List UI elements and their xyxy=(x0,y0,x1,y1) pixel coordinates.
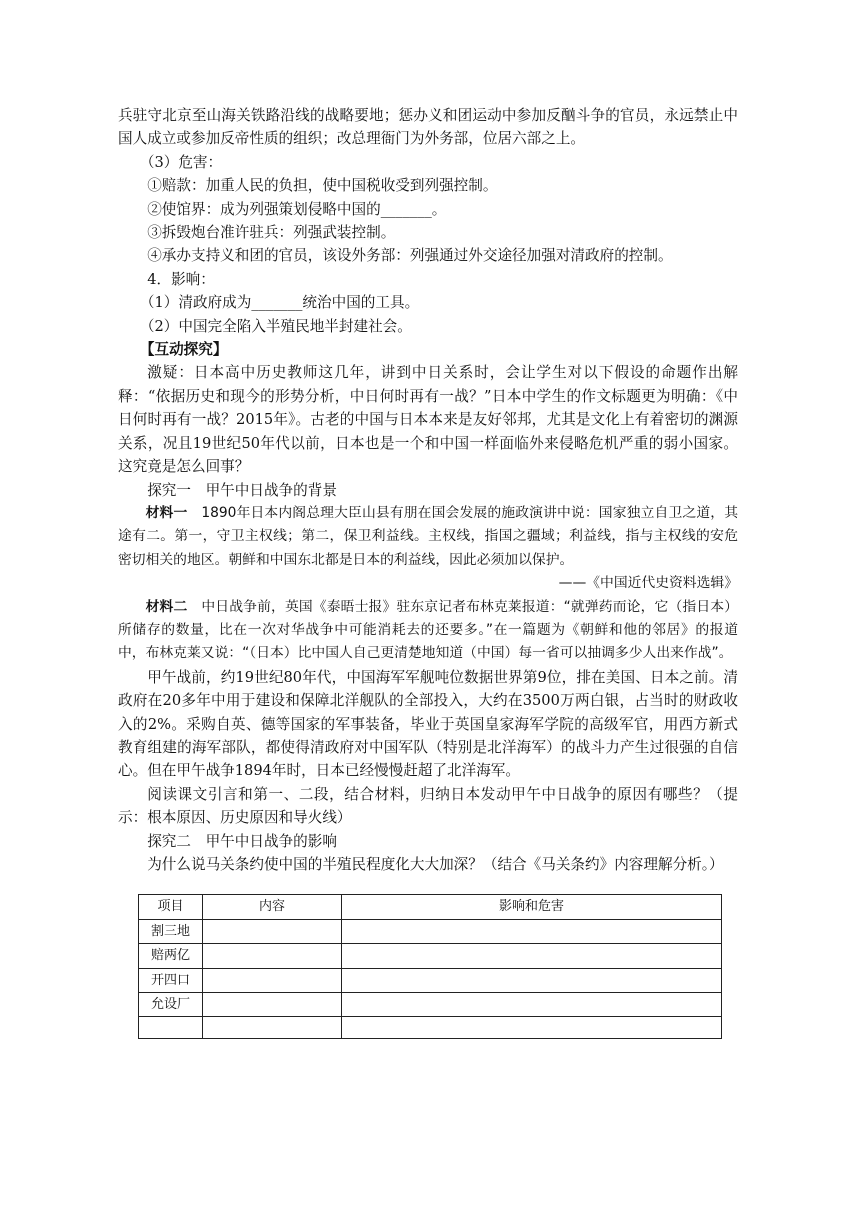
material-one xyxy=(118,502,738,572)
table-cell xyxy=(139,1017,203,1039)
table-row xyxy=(139,968,722,992)
analysis-table xyxy=(138,894,722,1039)
table-cell xyxy=(342,944,722,968)
material-text: 1890年日本内阁总理大臣山县有朋在国会发展的施政演讲中说：国家独立自卫之道，其途有二。第一，守卫主权线；第二，保卫利益线。主权线，指国之疆域；利益线，指与主权线的安危密切相关的地区。朝鲜和中国东北都是日本的利益线，因此必须加以保护。 xyxy=(118,504,738,568)
paragraph: ①赔款：加重人民的负担，使中国税收受到列强控制。 xyxy=(147,177,498,195)
paragraph: 为什么说马关条约使中国的半殖民程度化大大加深？（结合《马关条约》内容理解分析。） xyxy=(147,856,724,873)
table-cell xyxy=(342,919,722,943)
table-cell: 开四口 xyxy=(139,968,203,992)
document-page xyxy=(118,104,738,1039)
table-header: 影响和危害 xyxy=(342,895,722,919)
table-cell xyxy=(203,993,342,1017)
paragraph: （1）清政府成为_______统治中国的工具。 xyxy=(139,294,420,312)
material-label: 材料一 xyxy=(145,504,188,521)
table-cell xyxy=(342,1017,722,1039)
material-source: ——《中国近代史资料选辑》 xyxy=(558,575,738,592)
material-text: 中日战争前，英国《泰晤士报》驻东京记者布林克莱报道：“就弹药而论，它（指日本）所储存的数量，比在一次对华战争中可能消耗去的还要多。”在一篇题为《朝鲜和他的邻居》的报道中，布林克莱又说：“（日本）比中国人自己更清楚地知道（中国）每一省可以抽调多少人出来作战”。 xyxy=(118,598,738,662)
paragraph: ③拆毁炮台准许驻兵：列强武装控制。 xyxy=(147,224,396,242)
table-row xyxy=(139,1017,722,1039)
table-cell xyxy=(342,993,722,1017)
table-header: 内容 xyxy=(203,895,342,919)
paragraph: 4．影响： xyxy=(147,270,215,288)
table-row xyxy=(139,993,722,1017)
table-cell: 赔两亿 xyxy=(139,944,203,968)
table-cell: 割三地 xyxy=(139,919,203,943)
material-two xyxy=(118,596,738,666)
paragraph: ④承办支持义和团的官员，该设外务部：列强通过外交途径加强对清政府的控制。 xyxy=(147,247,673,265)
table-cell: 允设厂 xyxy=(139,993,203,1017)
paragraph: （2）中国完全陷入半殖民地半封建社会。 xyxy=(139,317,412,335)
material-label: 材料二 xyxy=(145,598,188,615)
paragraph: 甲午战前，约19世纪80年代，中国海军军舰吨位数据世界第9位，排在美国、日本之前。清政府在20多年中用于建设和保障北洋舰队的全部投入，大约在3500万两白银，占当时的财政收入的2%。采购自英、德等国家的军事装备，毕业于英国皇家海军学院的高级军官，用西方新式教育组建的海军部队，都使得清政府对中国军队（特别是北洋海军）的战斗力产生过很强的自信心。但在甲午战争1894年时，日本已经慢慢赶超了北洋海军。 xyxy=(118,668,738,780)
paragraph: 激疑：日本高中历史教师这几年，讲到中日关系时，会让学生对以下假设的命题作出解释：“依据历史和现今的形势分析，中日何时再有一战？”日本中学生的作文标题更为明确：《中日何时再有一战？2015年》。古老的中国与日本本来是友好邻邦，尤其是文化上有着密切的渊源关系，况且19世纪50年代以前，日本也是一个和中国一样面临外来侵略危机严重的弱小国家。这究竟是怎么回事？ xyxy=(118,364,738,476)
subheading: 探究一 甲午中日战争的背景 xyxy=(147,481,337,499)
paragraph: （3）危害： xyxy=(139,153,223,171)
table-row xyxy=(139,919,722,943)
section-heading: 【互动探究】 xyxy=(139,341,228,359)
table-cell xyxy=(203,968,342,992)
table-cell xyxy=(203,919,342,943)
table-header: 项目 xyxy=(139,895,203,919)
table-row xyxy=(139,944,722,968)
paragraph: ②使馆界：成为列强策划侵略中国的_______。 xyxy=(147,200,447,218)
subheading: 探究二 甲午中日战争的影响 xyxy=(147,832,337,850)
table-cell xyxy=(203,944,342,968)
paragraph: 阅读课文引言和第一、二段，结合材料，归纳日本发动甲午中日战争的原因有哪些？（提示：根本原因、历史原因和导火线） xyxy=(118,785,738,827)
table-cell xyxy=(342,968,722,992)
table-cell xyxy=(203,1017,342,1039)
paragraph: 兵驻守北京至山海关铁路沿线的战略要地；惩办义和团运动中参加反酗斗争的官员，永远禁止中国人成立或参加反帝性质的组织；改总理衙门为外务部，位居六部之上。 xyxy=(118,107,738,148)
table-header-row xyxy=(139,895,722,919)
